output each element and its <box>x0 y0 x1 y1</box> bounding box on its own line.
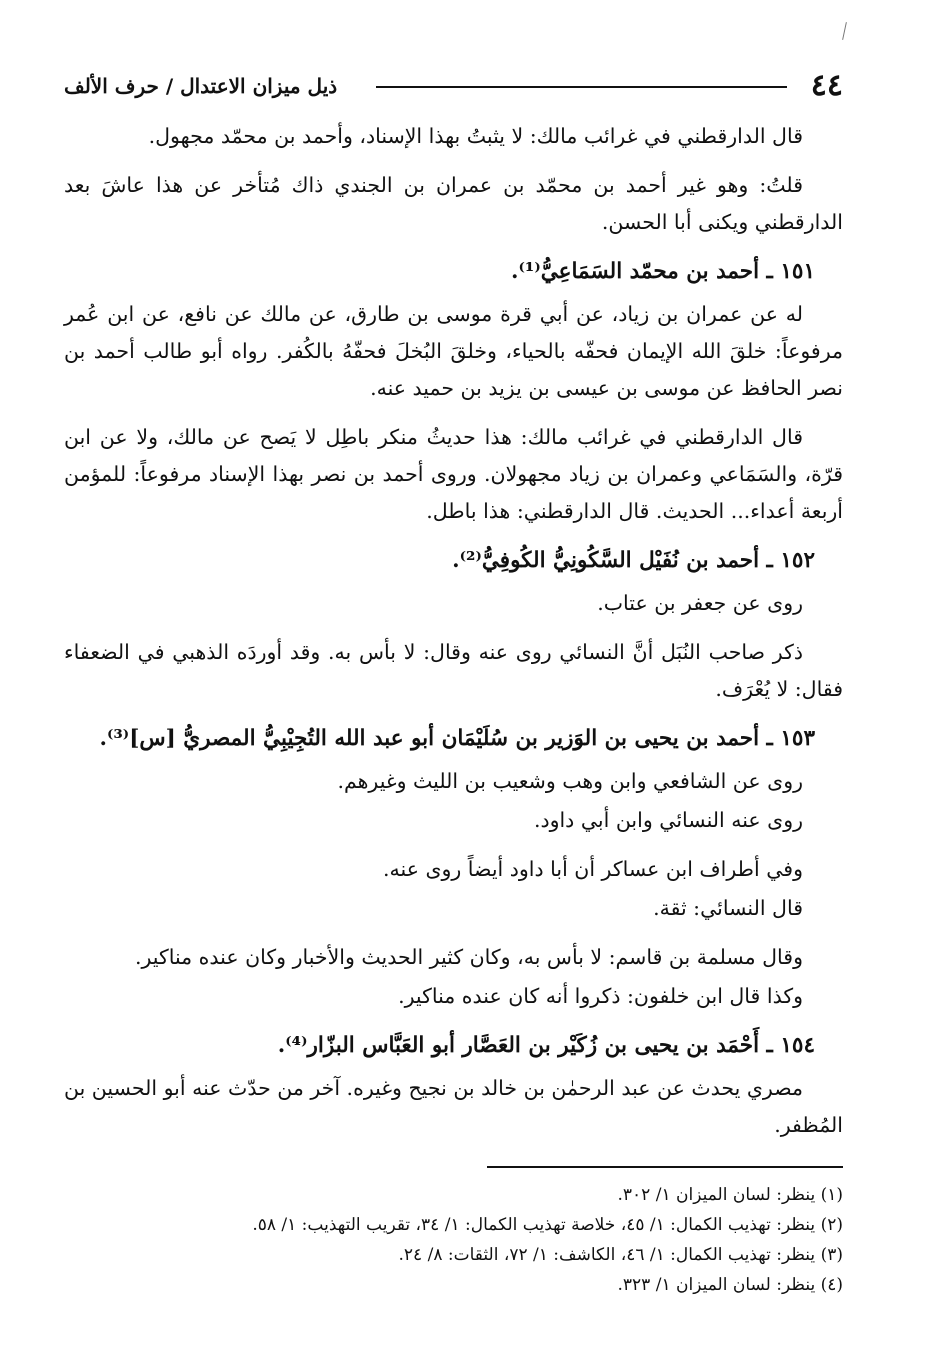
paragraph: قال الدارقطني في غرائب مالك: لا يثبتُ بهذا الإسناد، وأحمد بن محمّد مجهول. <box>148 124 803 148</box>
entry-heading-153: ١٥٣ ـ أحمد بن يحيى بن الوَزير بن سُلَيْمَان أبو عبد الله التُجِيْبِيُّ المصريُّ [س]⁽³⁾. <box>99 726 815 751</box>
footnote: (٢) ينظر: تهذيب الكمال: ١/ ٤٥، خلاصة تهذيب الكمال: ١/ ٣٤، تقريب التهذيب: ١/ ٥٨. <box>252 1215 843 1235</box>
paragraph: قال النسائي: ثقة. <box>653 896 803 920</box>
entry-heading-152: ١٥٢ ـ أحمد بن نُفَيْل السَّكُونِيُّ الكُوفِيُّ⁽²⁾. <box>452 548 815 573</box>
paragraph: وقال مسلمة بن قاسم: لا بأس به، وكان كثير الحديث والأخبار وكان عنده مناكير. <box>134 945 803 969</box>
footnote: (٤) ينظر: لسان الميزان ١/ ٣٢٣. <box>617 1275 843 1295</box>
main-text <box>64 118 843 1156</box>
paragraph: قلتُ: وهو غير أحمد بن محمّد بن عمران بن الجندي ذاك مُتأخر عن هذا عاشَ بعد الدارقطني ويكنى أبا الحسن. <box>64 173 843 234</box>
paragraph: روى عن الشافعي وابن وهب وشعيب بن الليث وغيرهم. <box>337 769 803 793</box>
footnote-rule <box>487 1166 843 1168</box>
entry-heading-154: ١٥٤ ـ أَحْمَد بن يحيى بن زُكَيْر بن العَصَّار أبو العَبَّاس البزّار⁽⁴⁾. <box>277 1033 815 1058</box>
paragraph: قال الدارقطني في غرائب مالك: هذا حديثُ منكر باطِل لا يَصح عن مالك، ولا عن ابن قرّة، والسَمَاعي وعمران بن زياد مجهولان. وروى أحمد بن نصر بهذا الإسناد مرفوعاً: للمؤمن أربعة أعداء... الحديث. قال الدارقطني: هذا باطل. <box>64 425 843 523</box>
footnotes <box>64 1166 843 1300</box>
paragraph: ذكر صاحب النُبَل أنَّ النسائي روى عنه وقال: لا بأس به. وقد أوردَه الذهبي في الضعفاء فقال: لا يُعْرَف. <box>64 640 843 701</box>
page-number: ٤٤ <box>810 68 843 103</box>
running-title: ذيل ميزان الاعتدال / حرف الألف <box>64 74 338 98</box>
paragraph: روى عن جعفر بن عتاب. <box>597 591 803 615</box>
footnote: (١) ينظر: لسان الميزان ١/ ٣٠٢. <box>617 1185 843 1205</box>
paragraph: روى عنه النسائي وابن أبي داود. <box>533 808 803 832</box>
paragraph: له عن عمران بن زياد، عن أبي قرة موسى بن طارق، عن مالك عن نافع، عن ابن عُمر مرفوعاً: خلقَ الله الإيمان فحفّه بالحياء، وخلقَ البُخلَ فحفّهُ بالكُفر. رواه أبو طالب أحمد بن نصر الحافظ عن موسى بن عيسى بن يزيد بن حميد عنه. <box>64 302 843 400</box>
paragraph: مصري يحدث عن عبد الرحمٰن بن خالد بن نجيح وغيره. آخر من حدّث عنه أبو الحسين بن المُظفر. <box>63 1076 843 1137</box>
entry-heading-151: ١٥١ ـ أحمد بن محمّد السَمَاعِيُّ⁽¹⁾. <box>511 259 815 284</box>
paragraph: وفي أطراف ابن عساكر أن أبا داود أيضاً روى عنه. <box>383 857 803 881</box>
header-rule <box>376 86 787 88</box>
running-header <box>64 66 843 106</box>
footnote: (٣) ينظر: تهذيب الكمال: ١/ ٤٦، الكاشف: ١/ ٧٢، الثقات: ٨/ ٢٤. <box>398 1245 843 1265</box>
scan-mark <box>842 22 847 40</box>
paragraph: وكذا قال ابن خلفون: ذكروا أنه كان عنده مناكير. <box>398 984 803 1008</box>
